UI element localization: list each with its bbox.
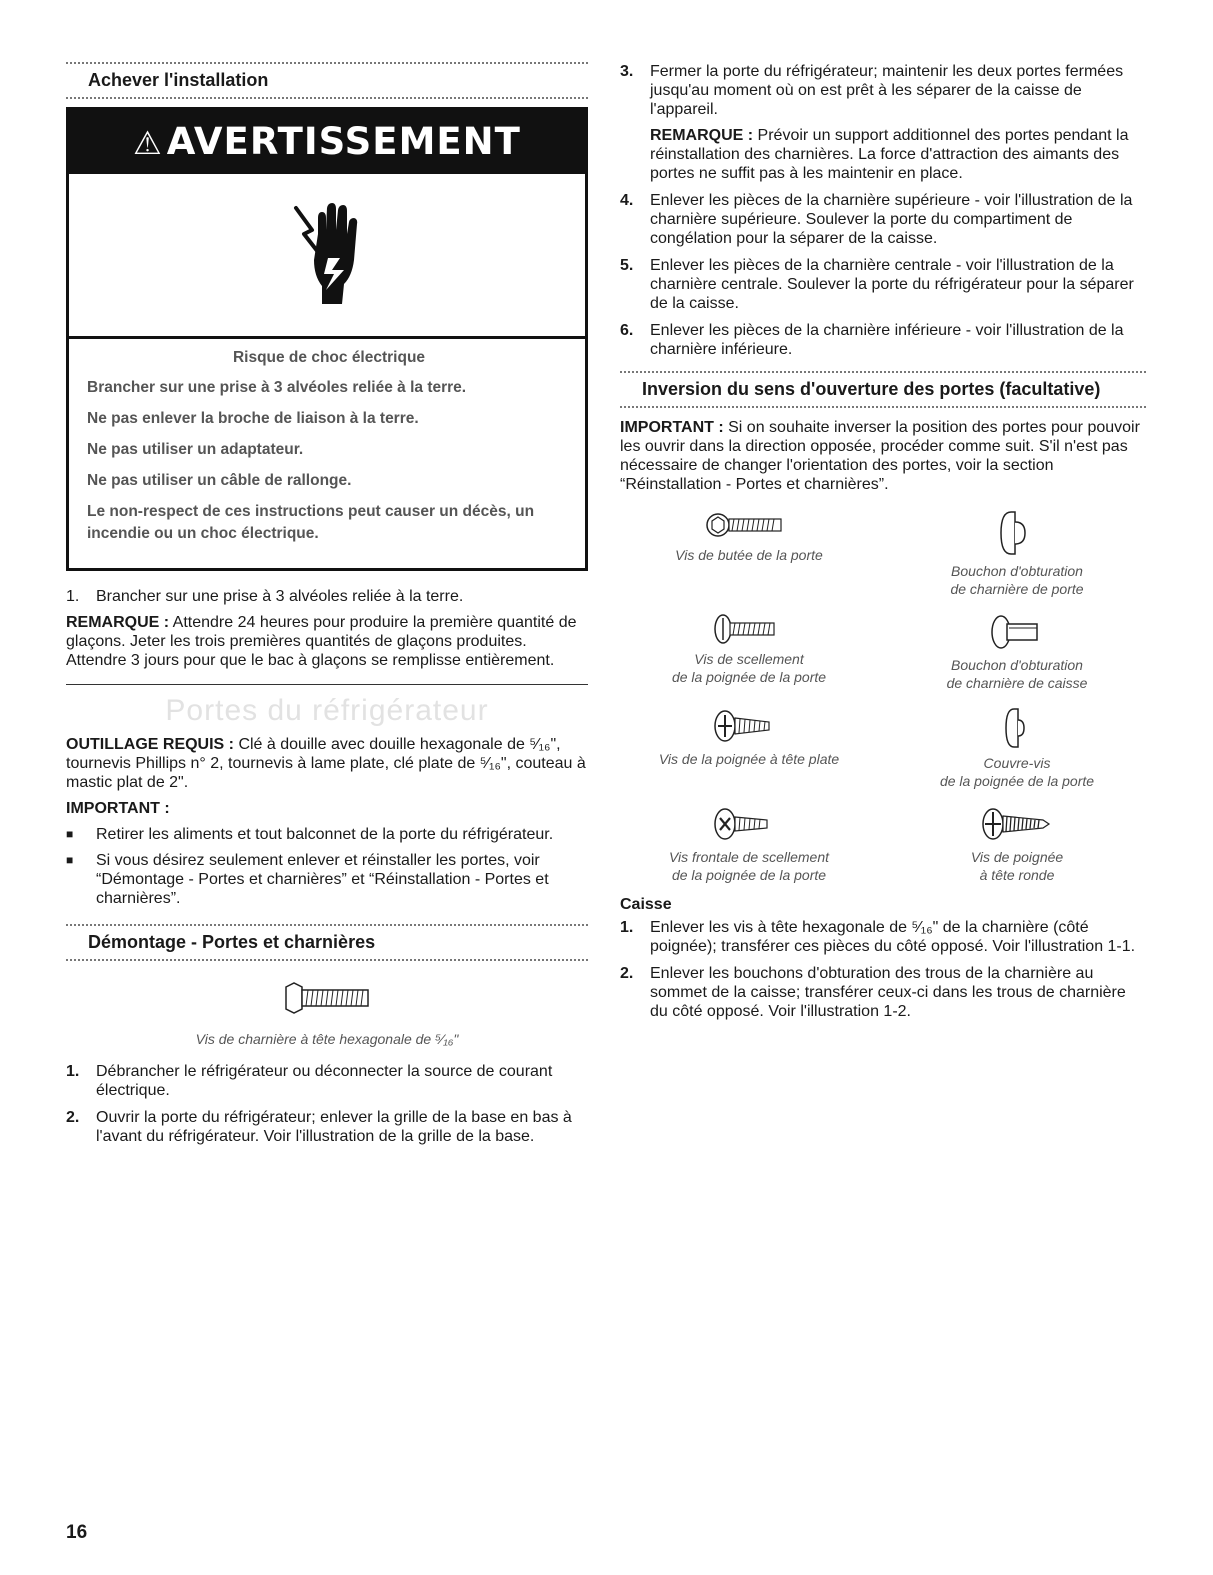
door-stop-screw-icon	[704, 508, 794, 542]
part-handle-screw-cover	[888, 706, 1146, 790]
electric-shock-hand-icon	[292, 200, 362, 310]
step-text: Enlever les vis à tête hexagonale de ⁵⁄₁₆" de la charnière (côté poignée); transférer ces pièces du côté opposé. Voir l'illustration 1-1.	[650, 919, 1136, 955]
part-caption: Vis de la poignée à tête plate	[658, 751, 840, 767]
warning-box	[66, 107, 588, 571]
step-item	[620, 256, 1146, 313]
achever-section-header	[66, 62, 588, 99]
front-seal-screw-icon	[709, 804, 789, 844]
hex-hinge-screw-icon	[282, 981, 372, 1015]
part-caption: Vis frontale de scellement	[668, 849, 830, 865]
step-item	[620, 321, 1146, 359]
warning-line: Ne pas utiliser un adaptateur.	[87, 441, 304, 458]
remarque-text: Prévoir un support additionnel des portes pendant la réinstallation des charnières. La force d'attraction des aimants des portes ne suffit pas à les maintenir en place.	[650, 127, 1129, 182]
step-item	[620, 191, 1146, 248]
remarque-text: Attendre 24 heures pour produire la première quantité de glaçons. Jeter les trois premières quantités de glaçons produites. Attendre 3 jours pour que le bac à glaçons se remplisse entièrement.	[66, 614, 577, 669]
outillage-paragraph	[66, 735, 588, 792]
step-text: Enlever les bouchons d'obturation des trous de la charnière au sommet de la caisse; transférer ceux-ci dans les trous de charnière du côté opposé. Voir l'illustration 1-2.	[650, 965, 1126, 1020]
outillage-label: OUTILLAGE REQUIS :	[66, 736, 234, 753]
step-text: Enlever les pièces de la charnière inférieure - voir l'illustration de la charnière inférieure.	[650, 322, 1124, 358]
step-item	[66, 1062, 588, 1100]
warning-line: Brancher sur une prise à 3 alvéoles reliée à la terre.	[87, 379, 467, 396]
part-handle-seal-screw	[620, 612, 878, 692]
step-number: 5.	[620, 257, 634, 274]
important-label: IMPORTANT :	[620, 419, 724, 436]
inversion-title: Inversion du sens d'ouverture des portes (facultative)	[642, 379, 1101, 399]
shock-hazard-figure	[69, 174, 585, 339]
step-number: 3.	[620, 63, 634, 80]
bullet-square-icon: ■	[66, 853, 74, 867]
warning-line: Ne pas enlever la broche de liaison à la terre.	[87, 410, 419, 427]
part-caption: Bouchon d'obturation	[951, 657, 1083, 673]
part-caption: de la poignée de la porte	[939, 773, 1095, 789]
step-3	[620, 62, 1146, 119]
step-text: Fermer la porte du réfrigérateur; maintenir les deux portes fermées jusqu'au moment où on est prêt à les séparer de la caisse de l'appareil.	[650, 63, 1124, 118]
part-caption: Couvre-vis	[983, 755, 1051, 771]
flat-head-handle-screw-icon	[709, 706, 789, 746]
warning-text	[69, 339, 585, 568]
right-column	[620, 62, 1146, 1021]
hinge-screw-figure	[66, 981, 588, 1048]
part-caption: de la poignée de la porte	[671, 669, 827, 685]
part-caption: Vis de scellement	[694, 651, 804, 667]
door-hinge-plug-icon	[997, 508, 1037, 558]
remarque-paragraph	[66, 613, 588, 670]
warning-banner	[69, 110, 585, 174]
step-text: Ouvrir la porte du réfrigérateur; enlever la grille de la base en bas à l'avant du réfrigérateur. Voir l'illustration de la grille de la base.	[96, 1109, 572, 1145]
caisse-title: Caisse	[620, 896, 672, 913]
caisse-step	[620, 964, 1146, 1021]
bullet-item	[66, 825, 588, 844]
part-cabinet-hinge-plug	[888, 612, 1146, 692]
part-caption: à tête ronde	[979, 867, 1055, 883]
step-text: Brancher sur une prise à 3 alvéoles reliée à la terre.	[96, 588, 464, 605]
step-item	[66, 1108, 588, 1146]
cabinet-hinge-plug-icon	[987, 612, 1047, 652]
step-1	[66, 587, 588, 606]
step-number: 2.	[620, 965, 634, 982]
step-number: 1.	[66, 588, 80, 605]
part-caption: Bouchon d'obturation	[951, 563, 1083, 579]
hinge-screw-caption: Vis de charnière à tête hexagonale de ⁵⁄₁₆"	[195, 1031, 459, 1047]
warning-line: Ne pas utiliser un câble de rallonge.	[87, 472, 352, 489]
bullet-text: Si vous désirez seulement enlever et réinstaller les portes, voir “Démontage - Portes et charnières” et “Réinstallation - Portes et charnières”.	[96, 852, 549, 907]
step-text: Débrancher le réfrigérateur ou déconnecter la source de courant électrique.	[96, 1063, 553, 1099]
step-number: 1.	[620, 919, 634, 936]
important-paragraph	[620, 418, 1146, 494]
step-number: 4.	[620, 192, 634, 209]
page-number: 16	[66, 1522, 88, 1543]
part-caption: Vis de butée de la porte	[675, 547, 823, 563]
part-caption: de charnière de caisse	[946, 675, 1088, 691]
caisse-step	[620, 918, 1146, 956]
step-text: Enlever les pièces de la charnière supérieure - voir l'illustration de la charnière supérieure. Soulever la porte du compartiment de congélation pour la séparer de la caisse.	[650, 192, 1133, 247]
part-door-stop-screw	[620, 508, 878, 598]
remarque-label: REMARQUE :	[66, 614, 170, 631]
achever-title: Achever l'installation	[88, 70, 269, 90]
demontage-section-header	[66, 924, 588, 961]
step-text: Enlever les pièces de la charnière centrale - voir l'illustration de la charnière centrale. Soulever la porte du réfrigérateur pour la séparer de la caisse.	[650, 257, 1134, 312]
step-number: 6.	[620, 322, 634, 339]
divider	[620, 406, 1146, 408]
part-caption: Vis de poignée	[970, 849, 1064, 865]
remarque-paragraph	[620, 126, 1146, 183]
warning-title: Risque de choc électrique	[232, 349, 426, 366]
outillage-text: Clé à douille avec douille hexagonale de ⁵⁄₁₆", tournevis Phillips n° 2, tournevis à lame plate, clé plate de ⁵⁄₁₆", couteau à mastic plat de 2".	[66, 736, 586, 791]
part-front-handle-seal-screw	[620, 804, 878, 884]
left-column	[66, 62, 588, 1146]
bullet-item	[66, 851, 588, 908]
warning-line: Le non-respect de ces instructions peut causer un décès, un incendie ou un choc électrique.	[87, 503, 535, 542]
remarque-label: REMARQUE :	[650, 127, 754, 144]
important-text: Si on souhaite inverser la position des portes pour pouvoir les ouvrir dans la direction opposée, procéder comme suit. S'il n'est pas nécessaire de changer l'orientation des portes, voir la section “Réinstallation - Portes et charnières”.	[620, 419, 1140, 493]
part-caption: de charnière de porte	[950, 581, 1084, 597]
inversion-section-header	[620, 371, 1146, 408]
screw-cover-icon	[1002, 706, 1032, 750]
bullet-text: Retirer les aliments et tout balconnet de la porte du réfrigérateur.	[96, 826, 554, 843]
demontage-title: Démontage - Portes et charnières	[88, 932, 376, 952]
divider	[66, 97, 588, 99]
important-label: IMPORTANT :	[66, 800, 170, 817]
warning-triangle-icon: ⚠	[133, 124, 163, 162]
part-caption: de la poignée de la porte	[671, 867, 827, 883]
part-round-head-handle-screw	[888, 804, 1146, 884]
divider	[66, 959, 588, 961]
step-number: 2.	[66, 1109, 80, 1126]
portes-section-title: Portes du réfrigérateur	[165, 694, 489, 727]
handle-seal-screw-icon	[709, 612, 789, 646]
part-flat-head-handle-screw	[620, 706, 878, 790]
warning-banner-text: AVERTISSEMENT	[166, 120, 521, 163]
demontage-steps	[66, 1062, 588, 1146]
part-door-hinge-plug	[888, 508, 1146, 598]
parts-grid	[620, 508, 1146, 884]
bullet-square-icon: ■	[66, 827, 74, 841]
round-head-screw-icon	[977, 804, 1057, 844]
step-number: 1.	[66, 1063, 80, 1080]
